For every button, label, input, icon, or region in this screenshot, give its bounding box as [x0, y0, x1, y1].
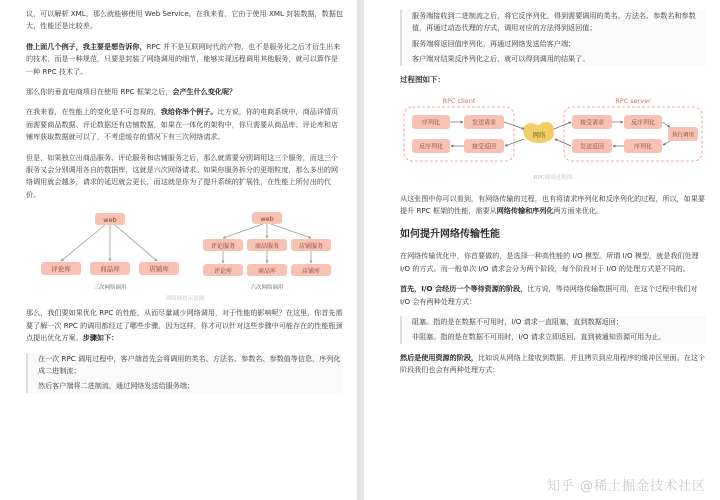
client-box-label: 接受返回 [471, 143, 497, 151]
watermark: 知乎 @稀土掘金技术社区 [546, 479, 706, 494]
step-server-return: 服务端将返回值序列化，再通过网络发送给客户端； [412, 38, 576, 48]
paragraph-rpc-steps: 那么，我们要如果优化 RPC 的性能，从而尽量减少网络调用，对于性能的影响呢？在这里，你首先需要了解一次 RPC 的调用都经过了哪些步骤，因为这样，你才可以针对这些步骤中可能存在的性能瓶颈点提出优化方案。步骤如下： [26, 308, 343, 343]
figure-caption: 网络调用示意图 [165, 296, 204, 302]
client-box-label: 发送请求 [471, 119, 497, 127]
db-node-label: 商品库 [257, 268, 276, 276]
client-box-label: 序列化 [421, 119, 441, 127]
section-heading-network: 如何提升网络传输性能 [400, 229, 500, 241]
steps-quote-continued [400, 10, 706, 66]
db-node-label: 评论库 [213, 268, 232, 276]
blocking-item: 阻塞。指的是在数据不可用时，I/O 请求一直阻塞，直到数据返回； [412, 317, 623, 327]
server-exec-label: 执行调用 [671, 132, 695, 139]
nonblocking-item: 非阻塞。指的是在数据不可用时，I/O 请求立即返回，直到被通知资源可用为止。 [412, 332, 666, 342]
db-node-label: 商品库 [99, 265, 120, 274]
db-node-label: 评论库 [50, 265, 71, 274]
left-diagram-caption: 三次网络调用 [92, 285, 127, 292]
step-send: 然后客户端将二进制流，通过网络发送给服务端； [38, 381, 195, 391]
left-page [0, 0, 357, 500]
paragraph-io-model: 在网络传输优化中，你首要做的，是选择一种高性能的 I/O 模型。所谓 I/O 模型，就是我们处理 I/O 的方式。而一般单次 I/O 请求会分为两个阶段，每个阶段对于 I/O 的处理方式是不同的。 [400, 251, 699, 273]
network-call-diagram [35, 209, 335, 301]
client-box-label: 反序列化 [418, 143, 444, 151]
rpc-process-diagram [400, 93, 706, 185]
page-gutter [357, 0, 364, 500]
db-node-label: 店铺库 [301, 268, 320, 276]
step-server-receive: 服务端接收到二进制流之后，将它反序列化，得到需要调用的类名、方法名、参数名和参数值，再通过动态代理的方式，调用对应的方法得到返回值； [412, 11, 696, 33]
paragraph-use-stage: 然后是使用资源的阶段，比如说从网络上接收到数据，并且拷贝到应用程序的缓冲区里面。在这个阶段我们也会有两种处理方式： [400, 352, 706, 375]
server-box-label: 发送返回 [579, 143, 605, 151]
blocking-quote [400, 316, 706, 344]
server-label: RPC server [615, 96, 651, 105]
service-node-label: 评论服务 [210, 243, 235, 251]
paragraph-webservice: 议，可以解析 XML，那么就能够使用 Web Service。在我来看，它由于使用 XML 封装数据，数据包大，性能还是比较差。 [26, 9, 343, 31]
client-label: RPC client [442, 96, 476, 105]
paragraph-optimization: 从这张图中你可以看到，有网络传输的过程，也有将请求序列化和反序列化的过程，所以，如果要提升 RPC 框架的性能，需要从网络传输和序列化两方面来优化。 [400, 193, 706, 216]
figure-caption: RPC调用过程图 [533, 174, 573, 181]
right-page [364, 0, 720, 500]
paragraph-wait-stage: 首先，I/O 会经历一个等待资源的阶段，比方说，等待网络传输数据可用，在这个过程中我们对 I/O 会有两种处理方式： [400, 284, 698, 306]
step-client-result: 客户端对结果反序列化之后，就可以得到调用的结果了。 [412, 54, 590, 64]
process-label: 过程图如下： [400, 74, 445, 84]
web-node-label: web [259, 215, 274, 224]
network-label: 网络 [532, 130, 546, 139]
paragraph-six-calls: 但是，如果独立出商品服务、评论服务和店铺服务之后，那么就需要分别调用这三个服务，而这三个服务又会分别调用各自的数据库，这就是六次网络请求。如果你服务拆分的更细粒度，那么多出的网络调用就会越多，请求的延迟就会更长，而这就是你为了提升系统的扩展性，在性能上所付出的代价。 [26, 152, 339, 199]
paragraph-question: 那么你的垂直电商项目在使用 RPC 框架之后，会产生什么变化呢？ [26, 87, 237, 97]
service-node-label: 店铺服务 [298, 243, 323, 251]
db-node-label: 店铺库 [148, 265, 169, 274]
right-diagram-caption: 六次网络调用 [249, 285, 284, 292]
service-node-label: 商品服务 [254, 243, 279, 251]
server-box-label: 接受请求 [579, 119, 605, 127]
web-node-label: web [102, 216, 117, 225]
step-serialize: 在一次 RPC 调用过程中，客户端首先会将调用的类名、方法名、参数名、参数值等信息，序列化成二进制流； [38, 353, 341, 375]
paragraph-performance: 在我来看，在性能上的变化是不可忽视的，我给你举个例子。比方说，你的电商系统中，商品详情页面需要商品数据、评论数据还有店铺数据，如果在一体化的架构中，你只需要从商品库、评论库和店铺库获取数据就可以了，不考虑缓存的情况下有三次网络请求。 [26, 107, 339, 142]
server-box-label: 反序列化 [630, 119, 656, 127]
server-box-label: 序列化 [633, 143, 653, 151]
paragraph-rpc-spec: 借上面几个例子，我主要是想告诉你，RPC 并不是互联网时代的产物，也不是服务化之后才衍生出来的技术，而是一种规范，只要是封装了网络调用的细节，能够实现远程调用其他服务，就可以算作是一种 RPC 技术了。 [26, 41, 341, 76]
steps-quote [26, 353, 343, 393]
